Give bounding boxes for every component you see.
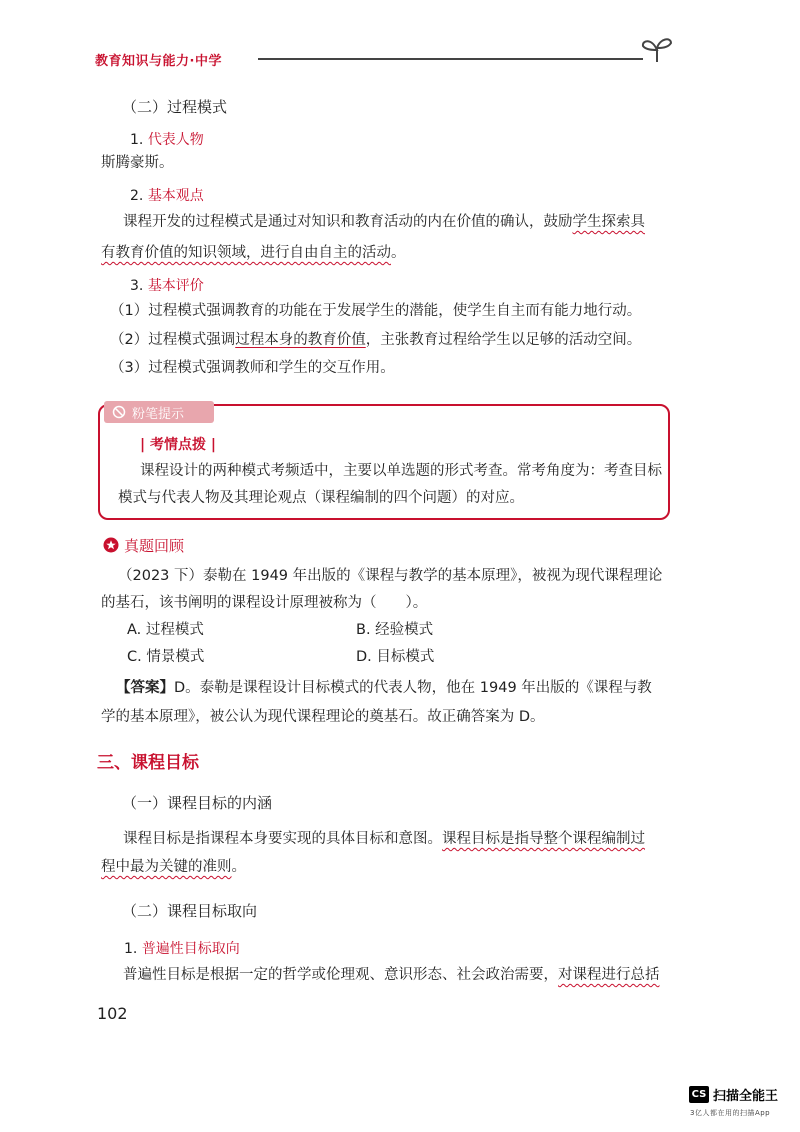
answer-label: 【答案】 — [116, 680, 174, 696]
view-heading — [130, 185, 204, 205]
goal-meaning-line2 — [101, 856, 246, 878]
goal-orientation-heading: （二）课程目标取向 — [122, 902, 258, 920]
section-title: 三、课程目标 — [97, 753, 199, 773]
view-line1-b: 学生探索具 — [572, 214, 645, 230]
scanner-tagline: 3亿人都在用的扫描App — [690, 1109, 771, 1117]
eval-item2 — [110, 329, 641, 351]
goal-meaning-line1 — [123, 828, 645, 850]
eval-item3: （3）过程模式强调教师和学生的交互作用。 — [110, 360, 395, 376]
tip-subheading: | 考情点拨 | — [140, 437, 216, 453]
option-c: C. 情景模式 — [127, 649, 205, 665]
rep-num: 1. — [130, 132, 144, 148]
no-sign-icon — [112, 405, 126, 419]
universal-line1-a: 普遍性目标是根据一定的哲学或伦理观、意识形态、社会政治需要， — [123, 967, 558, 983]
rep-value: 斯腾豪斯。 — [101, 155, 174, 171]
book-title: 教育知识与能力·中学 — [95, 54, 222, 69]
tip-line2: 模式与代表人物及其理论观点（课程编制的四个问题）的对应。 — [118, 490, 524, 506]
tip-line1: 课程设计的两种模式考频适中，主要以单选题的形式考查。常考角度为：考查目标 — [140, 463, 662, 479]
scanner-logo: CS — [689, 1086, 709, 1103]
universal-line1-b: 对课程进行总括 — [558, 967, 660, 983]
exam-question-line2: 的基石，该书阐明的课程设计原理被称为（ ）。 — [101, 595, 428, 611]
process-model-heading: （二）过程模式 — [122, 98, 228, 116]
eval-item2-b: 过程本身的教育价值 — [235, 332, 366, 348]
goal-meaning-line2-b: 。 — [231, 859, 246, 875]
eval-heading — [130, 275, 204, 295]
exam-question-line1: （2023 下）泰勒在 1949 年出版的《课程与教学的基本原理》，被视为现代课程理论 — [118, 568, 663, 584]
option-b: B. 经验模式 — [356, 622, 434, 638]
option-a: A. 过程模式 — [127, 622, 204, 638]
eval-item2-c: ，主张教育过程给学生以足够的活动空间。 — [365, 332, 642, 348]
universal-line1 — [123, 964, 660, 986]
view-num: 2. — [130, 188, 144, 204]
option-d: D. 目标模式 — [356, 649, 435, 665]
star-badge-icon — [103, 537, 119, 553]
eval-item1: （1）过程模式强调教育的功能在于发展学生的潜能，使学生自主而有能力地行动。 — [110, 303, 642, 319]
view-line1 — [123, 211, 645, 233]
goal-meaning-heading: （一）课程目标的内涵 — [122, 794, 273, 812]
rep-label: 代表人物 — [147, 132, 204, 148]
eval-item2-a: （2）过程模式强调 — [110, 332, 236, 348]
universal-num: 1. — [124, 941, 138, 957]
page-number: 102 — [97, 1004, 128, 1023]
goal-meaning-line1-a: 课程目标是指课程本身要实现的具体目标和意图。 — [123, 831, 442, 847]
answer-line2: 学的基本原理》，被公认为现代课程理论的奠基石。故正确答案为 D。 — [101, 709, 545, 725]
scanner-name: 扫描全能王 — [713, 1089, 779, 1104]
goal-meaning-line1-b: 课程目标是指导整个课程编制过 — [442, 831, 645, 847]
eval-label: 基本评价 — [147, 278, 204, 294]
tip-tab-label: 粉笔提示 — [132, 407, 185, 422]
eval-num: 3. — [130, 278, 144, 294]
exam-heading-text: 真题回顾 — [124, 537, 185, 555]
view-line2 — [101, 242, 406, 264]
goal-meaning-line2-a: 程中最为关键的准则 — [101, 859, 232, 875]
universal-label: 普遍性目标取向 — [141, 941, 240, 957]
view-label: 基本观点 — [147, 188, 204, 204]
answer-text1: D。泰勒是课程设计目标模式的代表人物，他在 1949 年出版的《课程与教 — [174, 680, 652, 696]
view-line2-a: 有教育价值的知识领域，进行自由自主的活动 — [101, 245, 391, 261]
sprout-icon — [640, 34, 674, 64]
view-line1-a: 课程开发的过程模式是通过对知识和教育活动的内在价值的确认，鼓励 — [123, 214, 573, 230]
header-rule — [258, 58, 643, 60]
answer-line1 — [116, 677, 652, 699]
view-line2-b: 。 — [391, 245, 406, 261]
rep-heading — [130, 129, 204, 149]
exam-heading — [124, 535, 184, 556]
universal-heading — [124, 938, 240, 958]
